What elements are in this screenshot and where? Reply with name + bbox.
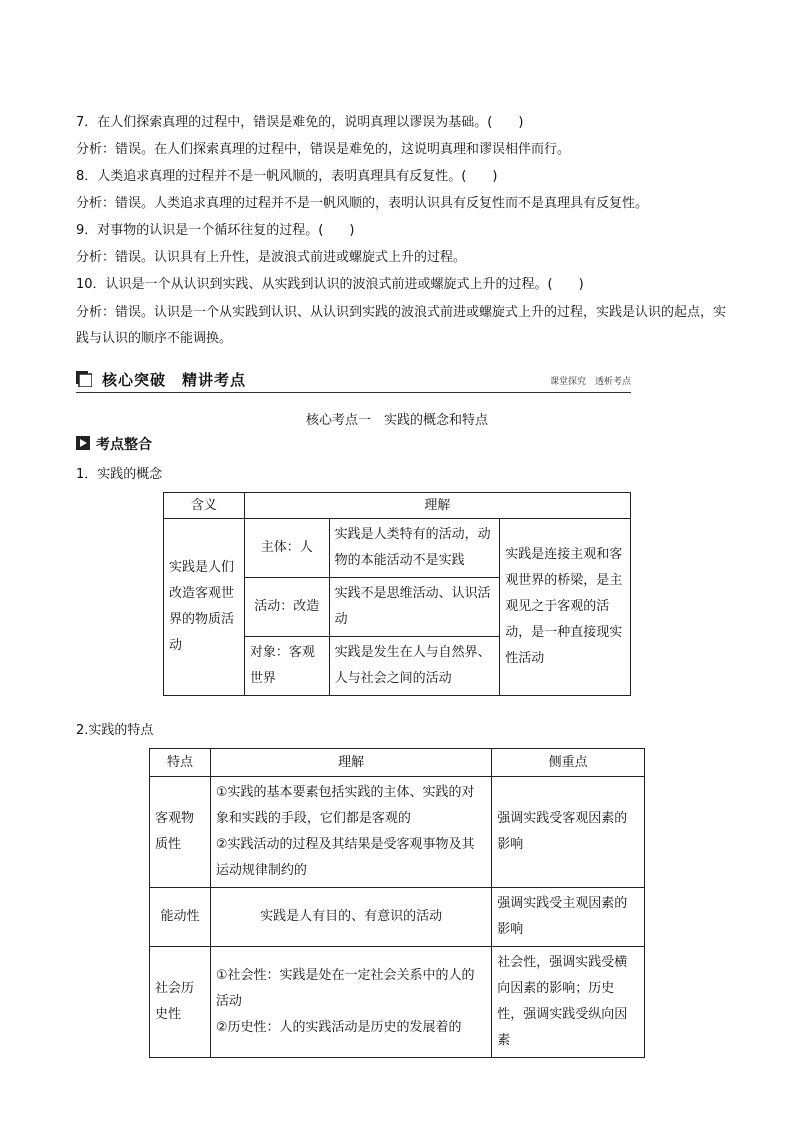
feature-name: 能动性: [150, 888, 211, 947]
feature-emphasis: 强调实践受主观因素的影响: [492, 888, 645, 947]
row-value: 实践是人类特有的活动，动物的本能活动不是实践: [329, 519, 500, 578]
row-value: 实践不是思维活动、认识活动: [329, 578, 500, 637]
question-10: 10．认识是一个从认识到实践、从实践到认识的波浪式前进或螺旋式上升的过程。( ): [76, 277, 584, 292]
subhead-label: 考点整合: [96, 437, 152, 453]
understand-point-2: ②历史性：人的实践活动是历史的发展着的: [215, 1020, 462, 1035]
question-9: 9．对事物的认识是一个循环往复的过程。( ): [76, 223, 355, 238]
understand-point-1: ①社会性：实践是处在一定社会关系中的人的活动: [215, 968, 475, 1009]
row-key: 活动：改造: [244, 578, 329, 637]
section-subtitle: 课堂探究 透析考点: [549, 377, 631, 387]
understand-point-2: ②实践活动的过程及其结果是受客观事物及其运动规律制约的: [215, 837, 475, 878]
practice-concept-table: [163, 492, 631, 696]
topic-title: 核心考点一 实践的概念和特点: [305, 413, 488, 428]
section-header: [76, 368, 631, 393]
table2-title: 2.实践的特点: [76, 723, 154, 738]
section-icon: [76, 371, 92, 387]
understand-point-1: ①实践的基本要素包括实践的主体、实践的对象和实践的手段，它们都是客观的: [215, 785, 475, 826]
question-8: 8．人类追求真理的过程并不是一帆风顺的，表明真理具有反复性。( ): [76, 169, 498, 184]
feature-understand: [210, 777, 491, 888]
header-emphasis: 侧重点: [492, 749, 645, 777]
row-key: 对象：客观世界: [244, 637, 329, 696]
header-understand: 理解: [210, 749, 491, 777]
feature-understand: 实践是人有目的、有意识的活动: [210, 888, 491, 947]
header-understand: 理解: [244, 493, 630, 519]
row-key: 主体：人: [244, 519, 329, 578]
table1-title: 1．实践的概念: [76, 467, 163, 482]
feature-emphasis: 社会性，强调实践受横向因素的影响；历史性，强调实践受纵向因素: [492, 947, 645, 1058]
analysis-8: 分析：错误。人类追求真理的过程并不是一帆风顺的，表明认识具有反复性而不是真理具有反复性。: [76, 196, 649, 211]
header-meaning: 含义: [164, 493, 245, 519]
summary-cell: 实践是连接主观和客观世界的桥梁，是主观见之于客观的活动，是一种直接现实性活动: [500, 519, 631, 696]
practice-features-table: [149, 748, 645, 1058]
analysis-10: 分析：错误。认识是一个从实践到认识、从认识到实践的波浪式前进或螺旋式上升的过程，实践是认识的起点，实践与认识的顺序不能调换。: [76, 305, 727, 346]
section-title: 核心突破 精讲考点: [102, 371, 247, 389]
feature-name: 社会历史性: [150, 947, 211, 1058]
feature-name: 客观物质性: [150, 777, 211, 888]
row-value: 实践是发生在人与自然界、人与社会之间的活动: [329, 637, 500, 696]
analysis-9: 分析：错误。认识具有上升性，是波浪式前进或螺旋式上升的过程。: [76, 250, 467, 265]
question-7: 7．在人们探索真理的过程中，错误是难免的，说明真理以谬误为基础。( ): [76, 115, 524, 130]
play-triangle-icon: [76, 436, 90, 450]
feature-understand: [210, 947, 491, 1058]
header-feature: 特点: [150, 749, 211, 777]
feature-emphasis: 强调实践受客观因素的影响: [492, 777, 645, 888]
analysis-7: 分析：错误。在人们探索真理的过程中，错误是难免的，这说明真理和谬误相伴而行。: [76, 142, 571, 157]
meaning-cell: 实践是人们改造客观世界的物质活动: [164, 519, 245, 696]
